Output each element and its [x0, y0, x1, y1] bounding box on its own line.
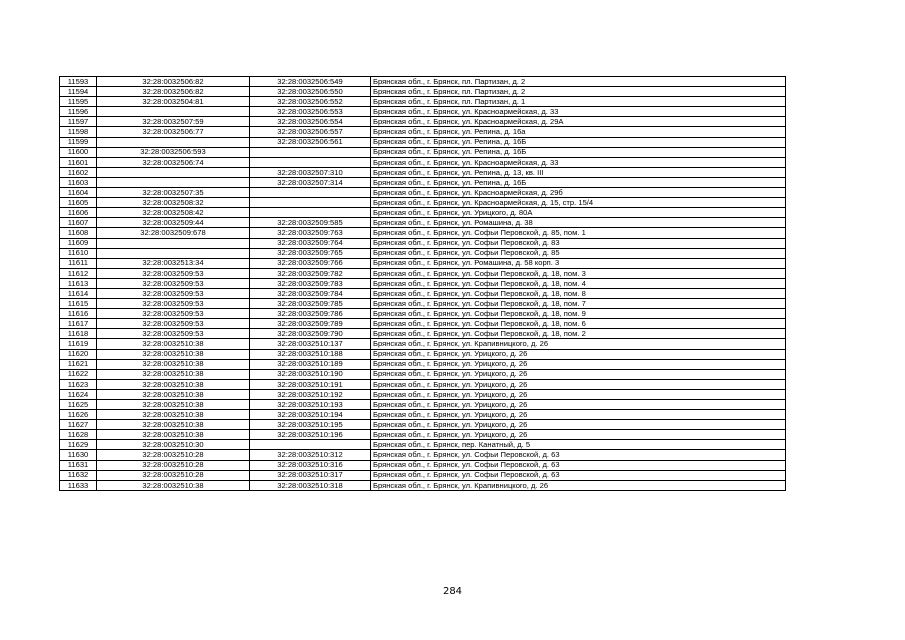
row-number-cell: 11624 — [60, 389, 97, 399]
table-row — [60, 218, 786, 228]
address-cell: Брянская обл., г. Брянск, пер. Канатный, д. 5 — [371, 440, 786, 450]
address-cell: Брянская обл., г. Брянск, ул. Урицкого, д. 26 — [371, 369, 786, 379]
building-cadastral-number-cell — [250, 440, 371, 450]
table-row — [60, 470, 786, 480]
building-cadastral-number-cell: 32:28:0032509:782 — [250, 268, 371, 278]
land-cadastral-number-cell: 32:28:0032509:53 — [97, 268, 250, 278]
row-number-cell: 11627 — [60, 420, 97, 430]
land-cadastral-number-cell: 32:28:0032509:53 — [97, 319, 250, 329]
row-number-cell: 11632 — [60, 470, 97, 480]
land-cadastral-number-cell: 32:28:0032510:38 — [97, 339, 250, 349]
address-cell: Брянская обл., г. Брянск, пл. Партизан, д. 2 — [371, 87, 786, 97]
row-number-cell: 11618 — [60, 329, 97, 339]
row-number-cell: 11629 — [60, 440, 97, 450]
land-cadastral-number-cell: 32:28:0032510:38 — [97, 430, 250, 440]
table-row — [60, 480, 786, 490]
table-row — [60, 400, 786, 410]
table-row — [60, 87, 786, 97]
registry-table — [59, 76, 786, 491]
address-cell: Брянская обл., г. Брянск, ул. Урицкого, д. 26 — [371, 420, 786, 430]
address-cell: Брянская обл., г. Брянск, ул. Урицкого, д. 26 — [371, 359, 786, 369]
land-cadastral-number-cell — [97, 137, 250, 147]
land-cadastral-number-cell: 32:28:0032510:38 — [97, 400, 250, 410]
row-number-cell: 11610 — [60, 248, 97, 258]
table-row — [60, 379, 786, 389]
land-cadastral-number-cell: 32:28:0032510:38 — [97, 369, 250, 379]
address-cell: Брянская обл., г. Брянск, ул. Репина, д. 16Б — [371, 147, 786, 157]
table-row — [60, 198, 786, 208]
row-number-cell: 11608 — [60, 228, 97, 238]
building-cadastral-number-cell: 32:28:0032506:549 — [250, 77, 371, 87]
row-number-cell: 11600 — [60, 147, 97, 157]
table-row — [60, 440, 786, 450]
land-cadastral-number-cell: 32:28:0032508:32 — [97, 198, 250, 208]
address-cell: Брянская обл., г. Брянск, ул. Репина, д. 16Б — [371, 137, 786, 147]
row-number-cell: 11601 — [60, 157, 97, 167]
table-row — [60, 177, 786, 187]
address-cell: Брянская обл., г. Брянск, ул. Софьи Перовской, д. 18, пом. 6 — [371, 319, 786, 329]
table-row — [60, 97, 786, 107]
building-cadastral-number-cell: 32:28:0032510:318 — [250, 480, 371, 490]
address-cell: Брянская обл., г. Брянск, ул. Урицкого, д. 80А — [371, 208, 786, 218]
land-cadastral-number-cell — [97, 167, 250, 177]
land-cadastral-number-cell: 32:28:0032510:28 — [97, 470, 250, 480]
land-cadastral-number-cell: 32:28:0032510:30 — [97, 440, 250, 450]
address-cell: Брянская обл., г. Брянск, ул. Красноармейская, д. 15, стр. 15/4 — [371, 198, 786, 208]
table-row — [60, 117, 786, 127]
row-number-cell: 11606 — [60, 208, 97, 218]
building-cadastral-number-cell: 32:28:0032507:314 — [250, 177, 371, 187]
land-cadastral-number-cell: 32:28:0032507:59 — [97, 117, 250, 127]
table-row — [60, 268, 786, 278]
building-cadastral-number-cell: 32:28:0032510:193 — [250, 400, 371, 410]
building-cadastral-number-cell: 32:28:0032509:784 — [250, 288, 371, 298]
table-row — [60, 389, 786, 399]
table-row — [60, 188, 786, 198]
address-cell: Брянская обл., г. Брянск, ул. Красноармейская, д. 33 — [371, 107, 786, 117]
land-cadastral-number-cell: 32:28:0032510:38 — [97, 379, 250, 389]
row-number-cell: 11602 — [60, 167, 97, 177]
registry-table-body — [60, 77, 786, 491]
building-cadastral-number-cell: 32:28:0032509:785 — [250, 299, 371, 309]
address-cell: Брянская обл., г. Брянск, ул. Урицкого, д. 26 — [371, 349, 786, 359]
address-cell: Брянская обл., г. Брянск, ул. Репина, д. 16Б — [371, 177, 786, 187]
table-row — [60, 288, 786, 298]
row-number-cell: 11631 — [60, 460, 97, 470]
row-number-cell: 11614 — [60, 288, 97, 298]
address-cell: Брянская обл., г. Брянск, ул. Софьи Перовской, д. 63 — [371, 470, 786, 480]
building-cadastral-number-cell — [250, 208, 371, 218]
land-cadastral-number-cell: 32:28:0032509:53 — [97, 299, 250, 309]
building-cadastral-number-cell — [250, 188, 371, 198]
address-cell: Брянская обл., г. Брянск, ул. Урицкого, д. 26 — [371, 400, 786, 410]
page-number: 284 — [442, 586, 463, 597]
address-cell: Брянская обл., г. Брянск, пл. Партизан, д. 1 — [371, 97, 786, 107]
address-cell: Брянская обл., г. Брянск, ул. Красноармейская, д. 33 — [371, 157, 786, 167]
address-cell: Брянская обл., г. Брянск, ул. Урицкого, д. 26 — [371, 379, 786, 389]
building-cadastral-number-cell: 32:28:0032510:192 — [250, 389, 371, 399]
table-row — [60, 410, 786, 420]
building-cadastral-number-cell: 32:28:0032510:312 — [250, 450, 371, 460]
row-number-cell: 11604 — [60, 188, 97, 198]
building-cadastral-number-cell — [250, 198, 371, 208]
address-cell: Брянская обл., г. Брянск, ул. Репина, д. 13, кв. III — [371, 167, 786, 177]
table-row — [60, 157, 786, 167]
address-cell: Брянская обл., г. Брянск, ул. Красноармейская, д. 29б — [371, 188, 786, 198]
address-cell: Брянская обл., г. Брянск, ул. Софьи Перовской, д. 18, пом. 2 — [371, 329, 786, 339]
building-cadastral-number-cell: 32:28:0032509:790 — [250, 329, 371, 339]
table-row — [60, 319, 786, 329]
table-row — [60, 238, 786, 248]
land-cadastral-number-cell: 32:28:0032509:53 — [97, 329, 250, 339]
address-cell: Брянская обл., г. Брянск, ул. Софьи Перовской, д. 63 — [371, 460, 786, 470]
address-cell: Брянская обл., г. Брянск, ул. Крапивницкого, д. 26 — [371, 480, 786, 490]
land-cadastral-number-cell: 32:28:0032509:53 — [97, 309, 250, 319]
row-number-cell: 11613 — [60, 278, 97, 288]
table-row — [60, 137, 786, 147]
land-cadastral-number-cell: 32:28:0032513:34 — [97, 258, 250, 268]
building-cadastral-number-cell: 32:28:0032509:783 — [250, 278, 371, 288]
row-number-cell: 11619 — [60, 339, 97, 349]
land-cadastral-number-cell: 32:28:0032509:53 — [97, 288, 250, 298]
row-number-cell: 11615 — [60, 299, 97, 309]
land-cadastral-number-cell: 32:28:0032510:38 — [97, 480, 250, 490]
row-number-cell: 11598 — [60, 127, 97, 137]
row-number-cell: 11607 — [60, 218, 97, 228]
table-row — [60, 107, 786, 117]
building-cadastral-number-cell: 32:28:0032509:766 — [250, 258, 371, 268]
row-number-cell: 11620 — [60, 349, 97, 359]
address-cell: Брянская обл., г. Брянск, ул. Софьи Перовской, д. 18, пом. 3 — [371, 268, 786, 278]
row-number-cell: 11621 — [60, 359, 97, 369]
row-number-cell: 11628 — [60, 430, 97, 440]
row-number-cell: 11593 — [60, 77, 97, 87]
address-cell: Брянская обл., г. Брянск, ул. Урицкого, д. 26 — [371, 430, 786, 440]
building-cadastral-number-cell: 32:28:0032509:764 — [250, 238, 371, 248]
land-cadastral-number-cell: 32:28:0032509:678 — [97, 228, 250, 238]
address-cell: Брянская обл., г. Брянск, ул. Репина, д. 16а — [371, 127, 786, 137]
table-row — [60, 359, 786, 369]
building-cadastral-number-cell: 32:28:0032509:763 — [250, 228, 371, 238]
land-cadastral-number-cell: 32:28:0032506:593 — [97, 147, 250, 157]
building-cadastral-number-cell — [250, 157, 371, 167]
land-cadastral-number-cell: 32:28:0032504:81 — [97, 97, 250, 107]
address-cell: Брянская обл., г. Брянск, ул. Софьи Перовской, д. 18, пом. 9 — [371, 309, 786, 319]
table-row — [60, 369, 786, 379]
building-cadastral-number-cell: 32:28:0032510:316 — [250, 460, 371, 470]
row-number-cell: 11595 — [60, 97, 97, 107]
address-cell: Брянская обл., г. Брянск, ул. Софьи Перовской, д. 18, пом. 8 — [371, 288, 786, 298]
row-number-cell: 11633 — [60, 480, 97, 490]
table-row — [60, 77, 786, 87]
building-cadastral-number-cell: 32:28:0032510:189 — [250, 359, 371, 369]
building-cadastral-number-cell: 32:28:0032506:557 — [250, 127, 371, 137]
building-cadastral-number-cell: 32:28:0032510:190 — [250, 369, 371, 379]
table-row — [60, 127, 786, 137]
row-number-cell: 11597 — [60, 117, 97, 127]
address-cell: Брянская обл., г. Брянск, ул. Софьи Перовской, д. 85 — [371, 248, 786, 258]
row-number-cell: 11594 — [60, 87, 97, 97]
address-cell: Брянская обл., г. Брянск, ул. Софьи Перовской, д. 83 — [371, 238, 786, 248]
land-cadastral-number-cell: 32:28:0032506:82 — [97, 77, 250, 87]
table-row — [60, 349, 786, 359]
building-cadastral-number-cell: 32:28:0032509:765 — [250, 248, 371, 258]
address-cell: Брянская обл., г. Брянск, ул. Ромашина, д. 38 — [371, 218, 786, 228]
row-number-cell: 11626 — [60, 410, 97, 420]
row-number-cell: 11630 — [60, 450, 97, 460]
land-cadastral-number-cell: 32:28:0032510:38 — [97, 349, 250, 359]
land-cadastral-number-cell: 32:28:0032506:77 — [97, 127, 250, 137]
table-row — [60, 258, 786, 268]
building-cadastral-number-cell: 32:28:0032509:789 — [250, 319, 371, 329]
land-cadastral-number-cell — [97, 238, 250, 248]
address-cell: Брянская обл., г. Брянск, ул. Софьи Перовской, д. 85, пом. 1 — [371, 228, 786, 238]
land-cadastral-number-cell: 32:28:0032509:53 — [97, 278, 250, 288]
land-cadastral-number-cell: 32:28:0032508:42 — [97, 208, 250, 218]
building-cadastral-number-cell: 32:28:0032506:561 — [250, 137, 371, 147]
table-row — [60, 248, 786, 258]
row-number-cell: 11623 — [60, 379, 97, 389]
address-cell: Брянская обл., г. Брянск, ул. Софьи Перовской, д. 18, пом. 4 — [371, 278, 786, 288]
land-cadastral-number-cell — [97, 177, 250, 187]
land-cadastral-number-cell: 32:28:0032510:38 — [97, 410, 250, 420]
land-cadastral-number-cell: 32:28:0032510:38 — [97, 389, 250, 399]
row-number-cell: 11622 — [60, 369, 97, 379]
table-row — [60, 460, 786, 470]
building-cadastral-number-cell: 32:28:0032506:550 — [250, 87, 371, 97]
land-cadastral-number-cell: 32:28:0032510:28 — [97, 450, 250, 460]
building-cadastral-number-cell: 32:28:0032510:195 — [250, 420, 371, 430]
row-number-cell: 11603 — [60, 177, 97, 187]
building-cadastral-number-cell: 32:28:0032510:317 — [250, 470, 371, 480]
table-row — [60, 339, 786, 349]
land-cadastral-number-cell: 32:28:0032509:44 — [97, 218, 250, 228]
address-cell: Брянская обл., г. Брянск, ул. Урицкого, д. 26 — [371, 389, 786, 399]
row-number-cell: 11605 — [60, 198, 97, 208]
address-cell: Брянская обл., г. Брянск, пл. Партизан, д. 2 — [371, 77, 786, 87]
building-cadastral-number-cell: 32:28:0032506:553 — [250, 107, 371, 117]
land-cadastral-number-cell: 32:28:0032510:38 — [97, 420, 250, 430]
land-cadastral-number-cell: 32:28:0032507:35 — [97, 188, 250, 198]
row-number-cell: 11596 — [60, 107, 97, 117]
row-number-cell: 11625 — [60, 400, 97, 410]
land-cadastral-number-cell — [97, 107, 250, 117]
address-cell: Брянская обл., г. Брянск, ул. Урицкого, д. 26 — [371, 410, 786, 420]
row-number-cell: 11612 — [60, 268, 97, 278]
building-cadastral-number-cell: 32:28:0032506:552 — [250, 97, 371, 107]
table-row — [60, 309, 786, 319]
row-number-cell: 11609 — [60, 238, 97, 248]
building-cadastral-number-cell: 32:28:0032507:310 — [250, 167, 371, 177]
building-cadastral-number-cell: 32:28:0032509:585 — [250, 218, 371, 228]
land-cadastral-number-cell — [97, 248, 250, 258]
table-row — [60, 228, 786, 238]
table-row — [60, 147, 786, 157]
table-row — [60, 430, 786, 440]
row-number-cell: 11599 — [60, 137, 97, 147]
land-cadastral-number-cell: 32:28:0032510:38 — [97, 359, 250, 369]
land-cadastral-number-cell: 32:28:0032510:28 — [97, 460, 250, 470]
land-cadastral-number-cell: 32:28:0032506:74 — [97, 157, 250, 167]
table-row — [60, 278, 786, 288]
building-cadastral-number-cell: 32:28:0032506:554 — [250, 117, 371, 127]
building-cadastral-number-cell: 32:28:0032510:188 — [250, 349, 371, 359]
address-cell: Брянская обл., г. Брянск, ул. Софьи Перовской, д. 63 — [371, 450, 786, 460]
address-cell: Брянская обл., г. Брянск, ул. Софьи Перовской, д. 18, пом. 7 — [371, 299, 786, 309]
land-cadastral-number-cell: 32:28:0032506:82 — [97, 87, 250, 97]
table-row — [60, 420, 786, 430]
table-row — [60, 299, 786, 309]
address-cell: Брянская обл., г. Брянск, ул. Красноармейская, д. 29А — [371, 117, 786, 127]
building-cadastral-number-cell: 32:28:0032510:196 — [250, 430, 371, 440]
building-cadastral-number-cell: 32:28:0032510:137 — [250, 339, 371, 349]
row-number-cell: 11617 — [60, 319, 97, 329]
address-cell: Брянская обл., г. Брянск, ул. Ромашина, д. 58 корп. 3 — [371, 258, 786, 268]
row-number-cell: 11616 — [60, 309, 97, 319]
table-row — [60, 208, 786, 218]
building-cadastral-number-cell: 32:28:0032510:194 — [250, 410, 371, 420]
table-row — [60, 167, 786, 177]
building-cadastral-number-cell: 32:28:0032510:191 — [250, 379, 371, 389]
address-cell: Брянская обл., г. Брянск, ул. Крапивницкого, д. 26 — [371, 339, 786, 349]
row-number-cell: 11611 — [60, 258, 97, 268]
table-row — [60, 329, 786, 339]
table-row — [60, 450, 786, 460]
building-cadastral-number-cell: 32:28:0032509:786 — [250, 309, 371, 319]
building-cadastral-number-cell — [250, 147, 371, 157]
